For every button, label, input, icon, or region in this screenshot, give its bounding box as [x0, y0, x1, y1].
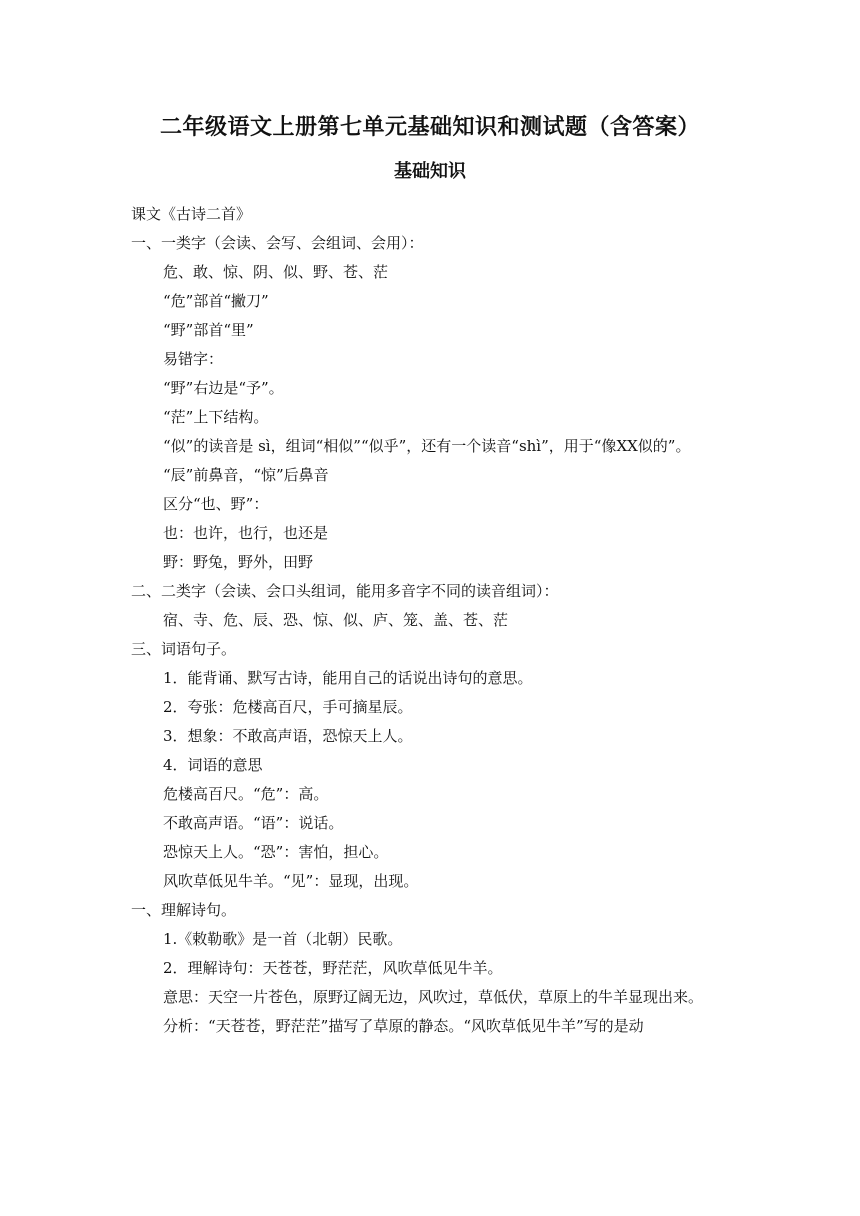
text-line: 不敢高声语。“语”：说话。	[163, 814, 344, 832]
text-line: “野”部首“里”	[163, 321, 254, 339]
text-line: “茫”上下结构。	[163, 408, 269, 426]
section-heading-understand-poem: 一、理解诗句。	[131, 901, 237, 919]
text-line: “危”部首“撇刀”	[163, 292, 269, 310]
list-item: 3．想象：不敢高声语，恐惊天上人。	[163, 727, 413, 745]
text-line: 易错字：	[163, 350, 224, 368]
lesson-heading: 课文《古诗二首》	[131, 205, 252, 223]
section-heading-first-class-chars: 一、一类字（会读、会写、会组词、会用）：	[131, 234, 424, 252]
document-body	[131, 200, 731, 1041]
list-item: 2．理解诗句：天苍苍，野茫茫，风吹草低见牛羊。	[163, 959, 503, 977]
text-line: 分析：“天苍苍，野茫茫”描写了草原的静态。“风吹草低见牛羊”写的是动	[163, 1017, 644, 1035]
text-line: 危楼高百尺。“危”：高。	[163, 785, 329, 803]
text-line: 风吹草低见牛羊。“见”：显现，出现。	[163, 872, 419, 890]
text-line: 危、敢、惊、阴、似、野、苍、茫	[163, 263, 389, 281]
section-heading-words-sentences: 三、词语句子。	[131, 640, 237, 658]
text-line: 区分“也、野”：	[163, 495, 269, 513]
list-item: 1.《敕勒歌》是一首（北朝）民歌。	[163, 930, 403, 948]
list-item: 4．词语的意思	[163, 756, 263, 774]
list-item: 2．夸张：危楼高百尺，手可摘星辰。	[163, 698, 413, 716]
list-item: 1．能背诵、默写古诗，能用自己的话说出诗句的意思。	[163, 669, 533, 687]
document-title: 二年级语文上册第七单元基础知识和测试题（含答案）	[159, 115, 700, 140]
text-line: “野”右边是“予”。	[163, 379, 284, 397]
text-paragraph: “似”的读音是 sì，组词“相似”“似乎”，还有一个读音“shì”，用于“像XX似的”。	[163, 437, 691, 455]
text-line: 野：野兔，野外，田野	[163, 553, 314, 571]
section-heading-second-class-chars: 二、二类字（会读、会口头组词，能用多音字不同的读音组词）：	[131, 582, 559, 600]
section-heading: 基础知识	[394, 161, 466, 182]
text-line: 宿、寺、危、辰、恐、惊、似、庐、笼、盖、苍、茫	[163, 611, 509, 629]
text-paragraph: 意思：天空一片苍色，原野辽阔无边，风吹过，草低伏，草原上的牛羊显现出来。	[163, 988, 704, 1006]
text-line: 恐惊天上人。“恐”：害怕，担心。	[163, 843, 389, 861]
text-line: “辰”前鼻音，“惊”后鼻音	[163, 466, 329, 484]
text-line: 也：也许，也行，也还是	[163, 524, 329, 542]
